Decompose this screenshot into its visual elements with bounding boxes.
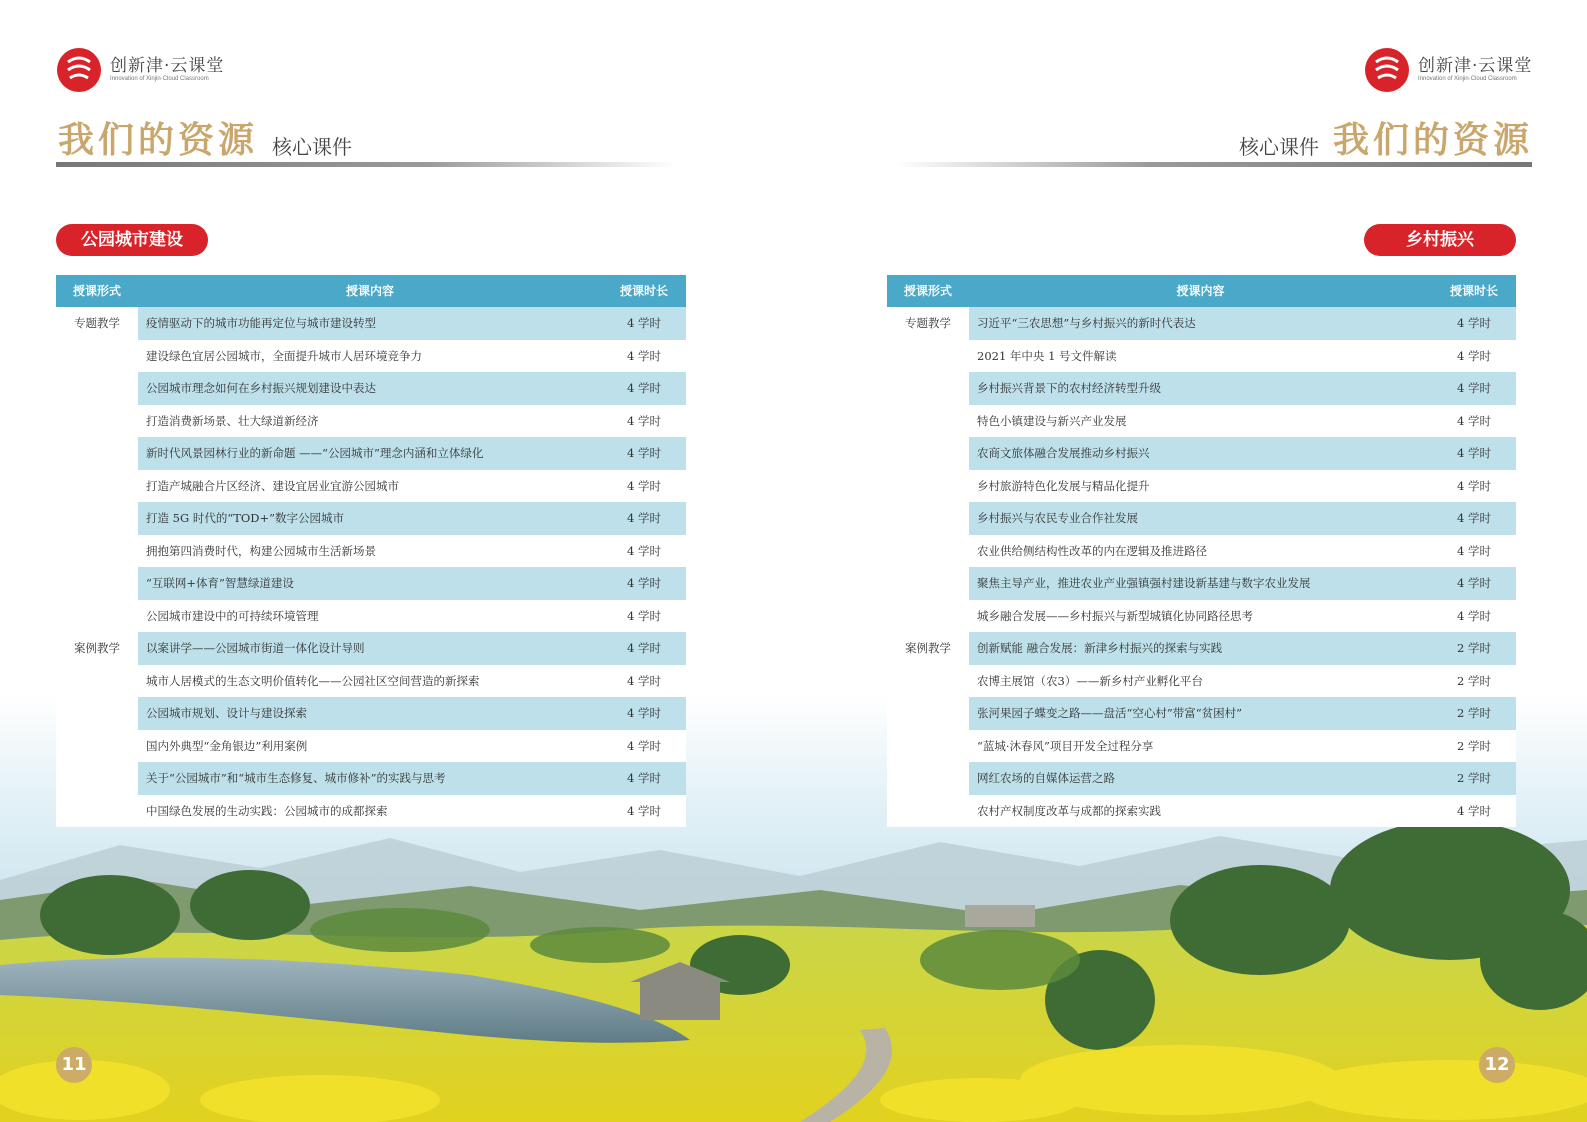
- page-heading-left: [58, 118, 352, 162]
- table-header: [56, 275, 686, 307]
- cell-format: [887, 795, 969, 828]
- table-row: [56, 470, 686, 503]
- table-row: [887, 600, 1516, 633]
- brand-logo-right: [1364, 46, 1532, 94]
- cell-duration: 4 学时: [602, 502, 686, 535]
- column-header-duration: 授课时长: [619, 284, 668, 298]
- table-body: [887, 307, 1516, 827]
- column-header-duration: 授课时长: [1449, 284, 1498, 298]
- cell-duration: 2 学时: [1432, 697, 1516, 730]
- page-title: 我们的资源: [1332, 119, 1533, 161]
- cell-duration: 4 学时: [627, 478, 661, 493]
- cell-format: [56, 437, 138, 470]
- cell-content: 农商文旅体融合发展推动乡村振兴: [969, 437, 1432, 470]
- cell-content: 乡村振兴背景下的农村经济转型升级: [969, 372, 1432, 405]
- table-row: [887, 470, 1516, 503]
- cell-format: [56, 795, 138, 828]
- cell-content: 乡村旅游特色化发展与精品化提升: [977, 478, 1150, 493]
- cell-duration: 4 学时: [627, 413, 661, 428]
- cell-content: 关于“公园城市”和“城市生态修复、城市修补”的实践与思考: [138, 762, 602, 795]
- cell-format: [887, 567, 969, 600]
- cell-format: [887, 405, 969, 438]
- cell-format: [56, 665, 138, 698]
- table-row: [56, 340, 686, 373]
- cell-format: [887, 340, 969, 373]
- cell-content: 创新赋能 融合发展：新津乡村振兴的探索与实践: [969, 632, 1432, 665]
- table-row: [887, 372, 1516, 405]
- cell-duration: 4 学时: [1457, 348, 1491, 363]
- cell-duration: 2 学时: [1457, 673, 1491, 688]
- cell-content: 网红农场的自媒体运营之路: [969, 762, 1432, 795]
- table-row: [887, 665, 1516, 698]
- table-row: [56, 632, 686, 665]
- table-row: [56, 730, 686, 763]
- page-heading-right: [1239, 118, 1533, 162]
- page-title: 我们的资源: [58, 119, 259, 161]
- cell-content: “互联网+体育”智慧绿道建设: [138, 567, 602, 600]
- cell-format: [887, 535, 969, 568]
- table-row: [887, 632, 1516, 665]
- table-row: [56, 307, 686, 340]
- cell-duration: 4 学时: [1457, 478, 1491, 493]
- cell-duration: 4 学时: [602, 307, 686, 340]
- table-row: [56, 795, 686, 828]
- table-row: [56, 567, 686, 600]
- table-row: [887, 307, 1516, 340]
- cell-content: 2021 年中央 1 号文件解读: [977, 348, 1117, 363]
- section-badge-rural-revitalization: 乡村振兴: [1364, 224, 1516, 256]
- cell-format: [56, 697, 138, 730]
- page-number: 11: [56, 1047, 92, 1083]
- cell-duration: 4 学时: [627, 348, 661, 363]
- brand-logo-left: [56, 46, 224, 94]
- cell-duration: 4 学时: [602, 567, 686, 600]
- table-row: [887, 340, 1516, 373]
- cell-format: [887, 665, 969, 698]
- course-table-park-city: [56, 275, 686, 827]
- cell-content: 以案讲学——公园城市街道一体化设计导则: [138, 632, 602, 665]
- cell-content: 建设绿色宜居公园城市，全面提升城市人居环境竞争力: [146, 348, 422, 363]
- cell-duration: 4 学时: [1432, 437, 1516, 470]
- cell-format: [56, 502, 138, 535]
- cell-format: [887, 697, 969, 730]
- brand-mark-icon: [1364, 46, 1410, 94]
- cell-format: 案例教学: [56, 632, 138, 665]
- cell-content: 农业供给侧结构性改革的内在逻辑及推进路径: [977, 543, 1207, 558]
- cell-duration: 4 学时: [627, 673, 661, 688]
- cell-format: [56, 405, 138, 438]
- cell-content: 拥抱第四消费时代，构建公园城市生活新场景: [146, 543, 376, 558]
- cell-format: 专题教学: [887, 307, 969, 340]
- table-row: [56, 600, 686, 633]
- cell-format: [56, 470, 138, 503]
- cell-format: [56, 535, 138, 568]
- cell-duration: 4 学时: [602, 697, 686, 730]
- cell-format: [887, 470, 969, 503]
- heading-divider: [56, 162, 676, 167]
- page-number: 12: [1479, 1047, 1515, 1083]
- table-row: [887, 762, 1516, 795]
- cell-duration: 4 学时: [602, 632, 686, 665]
- cell-duration: 4 学时: [1432, 502, 1516, 535]
- cell-duration: 4 学时: [1457, 803, 1491, 818]
- cell-content: 打造消费新场景、壮大绿道新经济: [146, 413, 319, 428]
- cell-content: 张河果园子蝶变之路——盘活“空心村”带富“贫困村”: [969, 697, 1432, 730]
- cell-format: [56, 600, 138, 633]
- table-row: [887, 405, 1516, 438]
- table-row: [887, 502, 1516, 535]
- table-row: [887, 730, 1516, 763]
- cell-format: [887, 502, 969, 535]
- cell-content: 特色小镇建设与新兴产业发展: [977, 413, 1127, 428]
- cell-format: 案例教学: [887, 632, 969, 665]
- table-row: [887, 697, 1516, 730]
- cell-content: 新时代风景园林行业的新命题 ——“公园城市”理念内涵和立体绿化: [138, 437, 602, 470]
- table-row: [56, 405, 686, 438]
- table-header: [887, 275, 1516, 307]
- cell-format: [56, 340, 138, 373]
- cell-format: [887, 372, 969, 405]
- cell-duration: 2 学时: [1432, 762, 1516, 795]
- cell-format: [887, 762, 969, 795]
- cell-format: [887, 437, 969, 470]
- cell-content: 城市人居模式的生态文明价值转化——公园社区空间营造的新探索: [146, 673, 480, 688]
- table-row: [56, 535, 686, 568]
- table-row: [887, 795, 1516, 828]
- cell-format: [56, 762, 138, 795]
- brand-mark-icon: [56, 46, 102, 94]
- page-subtitle: 核心课件: [1238, 135, 1319, 159]
- table-row: [887, 437, 1516, 470]
- cell-content: 农博主展馆（农3）——新乡村产业孵化平台: [977, 673, 1203, 688]
- table-row: [887, 535, 1516, 568]
- cell-duration: 4 学时: [627, 738, 661, 753]
- cell-duration: 2 学时: [1432, 632, 1516, 665]
- cell-content: 乡村振兴与农民专业合作社发展: [969, 502, 1432, 535]
- cell-content: 疫情驱动下的城市功能再定位与城市建设转型: [138, 307, 602, 340]
- cell-content: 城乡融合发展——乡村振兴与新型城镇化协同路径思考: [977, 608, 1253, 623]
- table-row: [56, 665, 686, 698]
- cell-content: 聚焦主导产业，推进农业产业强镇强村建设新基建与数字农业发展: [969, 567, 1432, 600]
- brand-tagline: Innovation of Xinjin·Cloud Classroom: [110, 76, 209, 82]
- column-header-format: 授课形式: [903, 284, 952, 298]
- table-row: [56, 697, 686, 730]
- cell-duration: 4 学时: [1432, 372, 1516, 405]
- brand-name: 创新津·云课堂: [110, 56, 225, 76]
- cell-duration: 4 学时: [1432, 307, 1516, 340]
- table-row: [56, 502, 686, 535]
- cell-content: 打造 5G 时代的“TOD+”数字公园城市: [138, 502, 602, 535]
- cell-duration: 4 学时: [1432, 567, 1516, 600]
- cell-format: 专题教学: [56, 307, 138, 340]
- cell-format: [887, 730, 969, 763]
- cell-duration: 4 学时: [602, 437, 686, 470]
- course-table-rural-revitalization: [887, 275, 1516, 827]
- cell-duration: 4 学时: [1457, 413, 1491, 428]
- section-badge-park-city: 公园城市建设: [56, 224, 208, 256]
- cell-format: [887, 600, 969, 633]
- cell-format: [56, 372, 138, 405]
- cell-content: 公园城市理念如何在乡村振兴规划建设中表达: [138, 372, 602, 405]
- cell-content: 国内外典型“金角银边”利用案例: [146, 738, 308, 753]
- table-row: [887, 567, 1516, 600]
- cell-content: 公园城市建设中的可持续环境管理: [146, 608, 319, 623]
- cell-duration: 4 学时: [1457, 608, 1491, 623]
- column-header-content: 授课内容: [1176, 284, 1225, 298]
- cell-content: 农村产权制度改革与成都的探索实践: [977, 803, 1161, 818]
- brand-name: 创新津·云课堂: [1418, 56, 1533, 76]
- table-body: [56, 307, 686, 827]
- cell-duration: 4 学时: [602, 372, 686, 405]
- cell-duration: 2 学时: [1457, 738, 1491, 753]
- cell-format: [56, 567, 138, 600]
- cell-content: 公园城市规划、设计与建设探索: [138, 697, 602, 730]
- page-subtitle: 核心课件: [272, 135, 353, 159]
- column-header-content: 授课内容: [345, 284, 394, 298]
- brand-tagline: Innovation of Xinjin·Cloud Classroom: [1418, 76, 1517, 82]
- cell-duration: 4 学时: [627, 803, 661, 818]
- table-row: [56, 372, 686, 405]
- column-header-format: 授课形式: [72, 284, 121, 298]
- cell-content: 习近平“三农思想”与乡村振兴的新时代表达: [969, 307, 1432, 340]
- table-row: [56, 437, 686, 470]
- cell-content: 打造产城融合片区经济、建设宜居业宜游公园城市: [146, 478, 399, 493]
- cell-duration: 4 学时: [627, 608, 661, 623]
- cell-content: “蓝城·沐春风”项目开发全过程分享: [977, 738, 1154, 753]
- table-row: [56, 762, 686, 795]
- heading-divider: [896, 162, 1532, 167]
- cell-format: [56, 730, 138, 763]
- cell-content: 中国绿色发展的生动实践：公园城市的成都探索: [146, 803, 388, 818]
- cell-duration: 4 学时: [627, 543, 661, 558]
- cell-duration: 4 学时: [1457, 543, 1491, 558]
- cell-duration: 4 学时: [602, 762, 686, 795]
